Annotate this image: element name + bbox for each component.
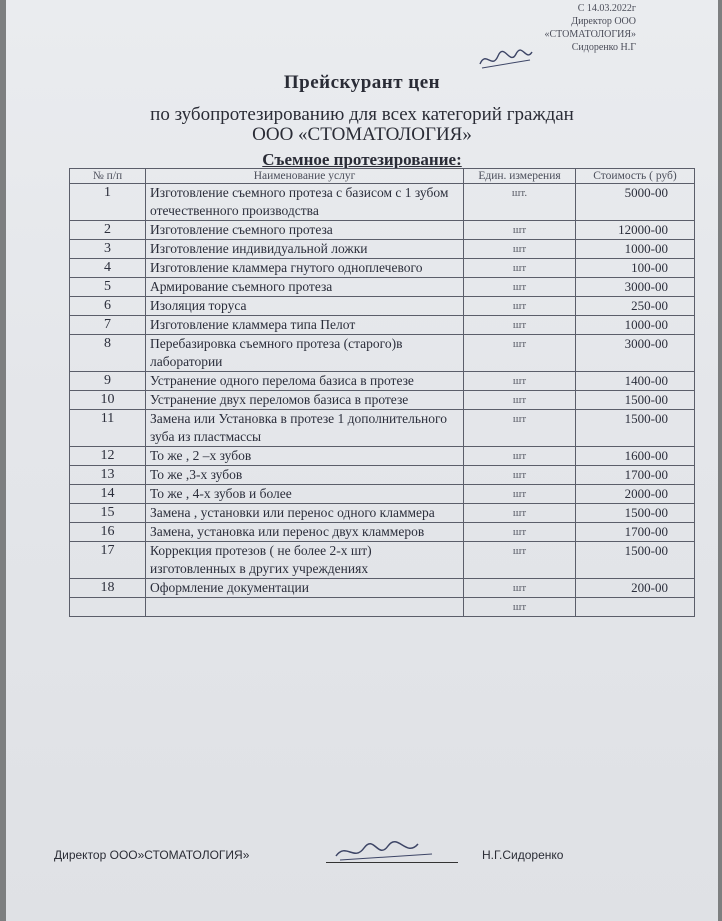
row-number: 14 (70, 485, 146, 504)
row-price: 200-00 (576, 579, 695, 598)
row-unit: шт (464, 372, 576, 391)
table-row (70, 184, 695, 221)
row-unit: шт (464, 447, 576, 466)
row-price: 250-00 (576, 297, 695, 316)
row-number: 18 (70, 579, 146, 598)
row-number: 8 (70, 335, 146, 372)
row-price: 1000-00 (576, 240, 695, 259)
row-number: 12 (70, 447, 146, 466)
row-price: 1500-00 (576, 542, 695, 579)
row-unit: шт (464, 466, 576, 485)
row-unit: шт (464, 240, 576, 259)
row-price: 1700-00 (576, 523, 695, 542)
table-row (70, 259, 695, 278)
row-number: 10 (70, 391, 146, 410)
row-number (70, 598, 146, 617)
signature-top-icon (476, 44, 536, 74)
row-price: 1700-00 (576, 466, 695, 485)
row-price: 12000-00 (576, 221, 695, 240)
row-unit: шт. (464, 184, 576, 221)
row-number: 3 (70, 240, 146, 259)
row-unit: шт (464, 504, 576, 523)
row-price: 1600-00 (576, 447, 695, 466)
row-price: 1500-00 (576, 410, 695, 447)
table-row (70, 316, 695, 335)
table-row (70, 297, 695, 316)
table-row (70, 523, 695, 542)
row-service-name: Изготовление съемного протеза с базисом с 1 зубом отечественного производства (146, 184, 464, 221)
table-row (70, 466, 695, 485)
table-row (70, 485, 695, 504)
row-service-name: Армирование съемного протеза (146, 278, 464, 297)
row-number: 15 (70, 504, 146, 523)
row-service-name: То же , 4-х зубов и более (146, 485, 464, 504)
approval-date: С 14.03.2022г (577, 3, 636, 14)
row-price: 100-00 (576, 259, 695, 278)
table-row (70, 579, 695, 598)
row-service-name: Устранение одного перелома базиса в протезе (146, 372, 464, 391)
row-service-name: Замена , установки или перенос одного кламмера (146, 504, 464, 523)
row-price: 1500-00 (576, 391, 695, 410)
row-price: 1400-00 (576, 372, 695, 391)
footer-director: Директор ООО»СТОМАТОЛОГИЯ» (54, 848, 250, 862)
approval-company: «СТОМАТОЛОГИЯ» (544, 29, 636, 40)
table-row (70, 335, 695, 372)
row-price: 1000-00 (576, 316, 695, 335)
row-unit: шт (464, 221, 576, 240)
table-row (70, 372, 695, 391)
col-header-name: Наименование услуг (146, 169, 464, 184)
row-unit: шт (464, 485, 576, 504)
col-header-num: № п/п (70, 169, 146, 184)
approval-stamp-text (545, 2, 636, 54)
row-service-name: Коррекция протезов ( не более 2-х шт) изготовленных в других учреждениях (146, 542, 464, 579)
row-unit: шт (464, 598, 576, 617)
row-service-name (146, 598, 464, 617)
row-number: 1 (70, 184, 146, 221)
table-header-row (70, 169, 695, 184)
row-service-name: То же , 2 –х зубов (146, 447, 464, 466)
row-unit: шт (464, 523, 576, 542)
row-price: 1500-00 (576, 504, 695, 523)
approval-position: Директор ООО (571, 16, 636, 27)
document-page (6, 0, 718, 921)
row-price: 5000-00 (576, 184, 695, 221)
row-price: 2000-00 (576, 485, 695, 504)
row-unit: шт (464, 278, 576, 297)
page-subtitle: по зубопротезированию для всех категорий граждан (150, 104, 574, 125)
price-table (69, 168, 695, 617)
row-unit: шт (464, 391, 576, 410)
row-number: 7 (70, 316, 146, 335)
row-unit: шт (464, 410, 576, 447)
section-heading: Съемное протезирование: (262, 150, 462, 169)
row-service-name: Замена или Установка в протезе 1 дополнительного зуба из пластмассы (146, 410, 464, 447)
row-number: 2 (70, 221, 146, 240)
row-service-name: Оформление документации (146, 579, 464, 598)
table-row (70, 391, 695, 410)
row-number: 13 (70, 466, 146, 485)
row-service-name: Изготовление съемного протеза (146, 221, 464, 240)
footer-signatory-name: Н.Г.Сидоренко (482, 848, 564, 862)
table-row (70, 410, 695, 447)
row-service-name: Изготовление кламмера типа Пелот (146, 316, 464, 335)
row-unit: шт (464, 297, 576, 316)
row-unit: шт (464, 316, 576, 335)
row-number: 17 (70, 542, 146, 579)
row-service-name: Изготовление индивидуальной ложки (146, 240, 464, 259)
col-header-price: Стоимость ( руб) (576, 169, 695, 184)
table-row (70, 240, 695, 259)
table-row (70, 542, 695, 579)
row-service-name: Перебазировка съемного протеза (старого)в лаборатории (146, 335, 464, 372)
table-row (70, 598, 695, 617)
table-row (70, 278, 695, 297)
row-number: 11 (70, 410, 146, 447)
row-number: 5 (70, 278, 146, 297)
row-price: 3000-00 (576, 278, 695, 297)
approval-name: Сидоренко Н.Г (571, 42, 636, 53)
row-number: 9 (70, 372, 146, 391)
table-row (70, 504, 695, 523)
col-header-unit: Един. измерения (464, 169, 576, 184)
page-title: Прейскурант цен (283, 72, 441, 93)
row-unit: шт (464, 335, 576, 372)
row-price (576, 598, 695, 617)
row-number: 16 (70, 523, 146, 542)
table-row (70, 221, 695, 240)
company-name: ООО «СТОМАТОЛОГИЯ» (252, 124, 472, 145)
row-service-name: Устранение двух переломов базиса в протезе (146, 391, 464, 410)
row-unit: шт (464, 579, 576, 598)
signature-line (326, 862, 458, 863)
row-service-name: Изготовление кламмера гнутого одноплечевого (146, 259, 464, 278)
row-unit: шт (464, 259, 576, 278)
row-number: 6 (70, 297, 146, 316)
row-service-name: То же ,3-х зубов (146, 466, 464, 485)
row-number: 4 (70, 259, 146, 278)
row-service-name: Замена, установка или перенос двух кламмеров (146, 523, 464, 542)
table-row (70, 447, 695, 466)
row-price: 3000-00 (576, 335, 695, 372)
row-unit: шт (464, 542, 576, 579)
row-service-name: Изоляция торуса (146, 297, 464, 316)
